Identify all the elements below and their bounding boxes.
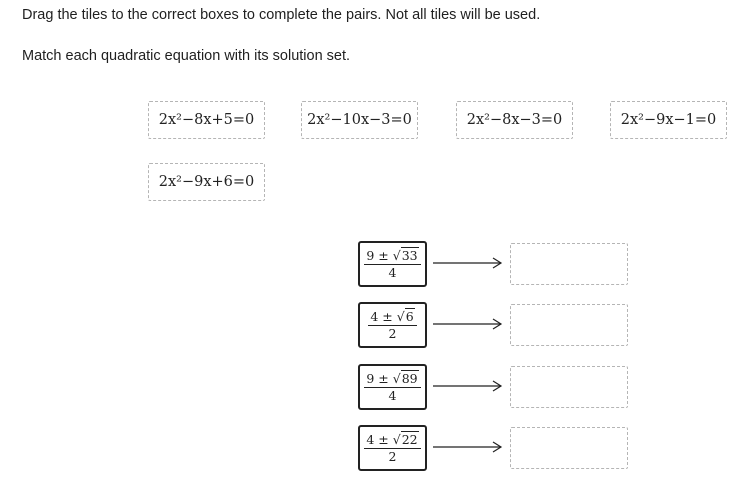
numerator-constant: 4 <box>366 431 375 447</box>
fraction-denominator: 2 <box>388 448 397 464</box>
right-arrow-icon <box>433 441 503 453</box>
equation-tile-4[interactable]: 2x²−9x−1=0 <box>610 101 727 139</box>
answer-drop-box-3[interactable] <box>510 366 628 408</box>
plus-minus-sign: ± <box>378 431 389 447</box>
plus-minus-sign: ± <box>378 370 389 386</box>
sqrt-symbol: √ <box>392 431 401 447</box>
numerator-constant: 9 <box>366 370 375 386</box>
solution-set-1 <box>358 241 427 287</box>
fraction-denominator: 4 <box>388 264 397 280</box>
fraction-numerator <box>368 310 416 326</box>
solution-set-4 <box>358 425 427 471</box>
solution-fraction <box>364 433 420 464</box>
right-arrow-icon <box>433 257 503 269</box>
sqrt-symbol: √ <box>396 308 405 324</box>
answer-drop-box-1[interactable] <box>510 243 628 285</box>
instruction-match-equations: Match each quadratic equation with its solution set. <box>22 48 351 64</box>
fraction-numerator <box>364 249 420 265</box>
answer-drop-box-4[interactable] <box>510 427 628 469</box>
fraction-numerator <box>364 372 420 388</box>
right-arrow-icon <box>433 380 503 392</box>
equation-tile-2[interactable]: 2x²−10x−3=0 <box>301 101 418 139</box>
solution-fraction <box>364 249 420 280</box>
numerator-constant: 4 <box>370 308 379 324</box>
equation-tile-1[interactable]: 2x²−8x+5=0 <box>148 101 265 139</box>
radicand: 6 <box>405 308 414 324</box>
solution-set-2 <box>358 302 427 348</box>
right-arrow-icon <box>433 318 503 330</box>
radicand: 22 <box>401 431 418 447</box>
radicand: 89 <box>401 370 418 386</box>
solution-fraction <box>368 310 416 341</box>
equation-tile-5[interactable]: 2x²−9x+6=0 <box>148 163 265 201</box>
plus-minus-sign: ± <box>378 247 389 263</box>
solution-fraction <box>364 372 420 403</box>
fraction-denominator: 2 <box>388 325 397 341</box>
sqrt-symbol: √ <box>392 247 401 263</box>
fraction-denominator: 4 <box>388 387 397 403</box>
fraction-numerator <box>364 433 420 449</box>
radicand: 33 <box>401 247 418 263</box>
instruction-drag-tiles: Drag the tiles to the correct boxes to complete the pairs. Not all tiles will be used. <box>22 7 541 23</box>
numerator-constant: 9 <box>366 247 375 263</box>
plus-minus-sign: ± <box>382 308 393 324</box>
sqrt-symbol: √ <box>392 370 401 386</box>
answer-drop-box-2[interactable] <box>510 304 628 346</box>
equation-tile-3[interactable]: 2x²−8x−3=0 <box>456 101 573 139</box>
solution-set-3 <box>358 364 427 410</box>
